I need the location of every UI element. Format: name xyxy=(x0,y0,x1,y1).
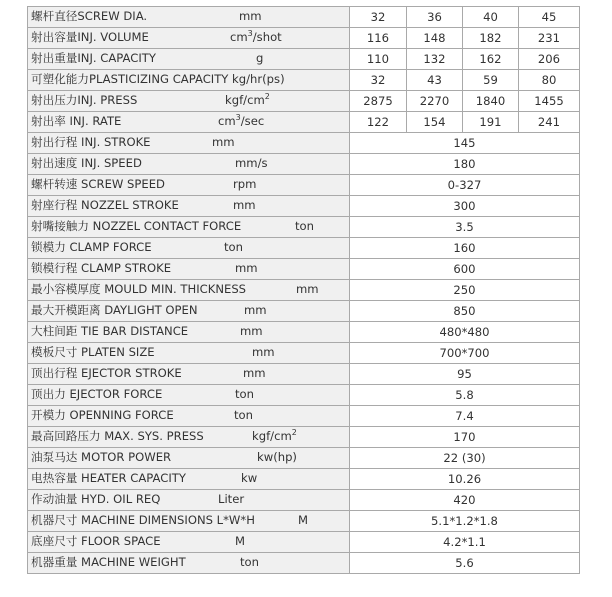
spec-row xyxy=(28,259,580,280)
spec-name: 射出重量INJ. CAPACITY xyxy=(31,51,156,65)
spec-unit: $cm^3$/shot xyxy=(230,29,282,44)
spec-value: 182 xyxy=(463,28,519,49)
spec-row xyxy=(28,448,580,469)
spec-value: 180 xyxy=(350,154,580,175)
spec-label-cell xyxy=(28,448,350,469)
spec-name: 顶出行程 EJECTOR STROKE xyxy=(31,366,182,380)
spec-value: 1840 xyxy=(463,91,519,112)
spec-unit: kw xyxy=(241,471,258,485)
spec-label-cell xyxy=(28,469,350,490)
spec-row xyxy=(28,112,580,133)
spec-name: 最高回路压力 MAX. SYS. PRESS xyxy=(31,429,204,443)
spec-row xyxy=(28,196,580,217)
spec-label-cell xyxy=(28,70,350,91)
spec-value: 36 xyxy=(407,7,463,28)
spec-value: 0-327 xyxy=(350,175,580,196)
spec-row xyxy=(28,7,580,28)
spec-row xyxy=(28,175,580,196)
spec-value: 110 xyxy=(350,49,407,70)
spec-value: 300 xyxy=(350,196,580,217)
spec-value: 160 xyxy=(350,238,580,259)
spec-name: 机器重量 MACHINE WEIGHT xyxy=(31,555,186,569)
spec-row xyxy=(28,91,580,112)
spec-row xyxy=(28,322,580,343)
spec-name: 最大开模距离 DAYLIGHT OPEN xyxy=(31,303,198,317)
spec-label-cell xyxy=(28,301,350,322)
spec-value: 250 xyxy=(350,280,580,301)
spec-label-cell xyxy=(28,427,350,448)
spec-row xyxy=(28,280,580,301)
spec-unit: mm xyxy=(240,324,263,338)
spec-unit: ton xyxy=(240,555,259,569)
spec-label-cell xyxy=(28,196,350,217)
spec-table-body xyxy=(28,7,580,574)
spec-label-cell xyxy=(28,406,350,427)
spec-name: 机器尺寸 MACHINE DIMENSIONS L*W*H xyxy=(31,513,255,527)
spec-label-cell xyxy=(28,112,350,133)
spec-name: 射出行程 INJ. STROKE xyxy=(31,135,151,149)
spec-unit: ton xyxy=(235,387,254,401)
spec-unit: M xyxy=(298,513,309,527)
spec-value: 600 xyxy=(350,259,580,280)
spec-name: 射出容量INJ. VOLUME xyxy=(31,30,149,44)
spec-row xyxy=(28,343,580,364)
spec-name: 锁模力 CLAMP FORCE xyxy=(31,240,152,254)
spec-unit: mm xyxy=(239,9,262,23)
spec-name: 电热容量 HEATER CAPACITY xyxy=(31,471,186,485)
spec-label-cell xyxy=(28,385,350,406)
spec-value: 3.5 xyxy=(350,217,580,238)
spec-value: 95 xyxy=(350,364,580,385)
spec-unit: ton xyxy=(234,408,253,422)
spec-value: 2270 xyxy=(407,91,463,112)
spec-name: 螺杆转速 SCREW SPEED xyxy=(31,177,165,191)
spec-value: 80 xyxy=(519,70,580,91)
spec-name: 最小容模厚度 MOULD MIN. THICKNESS xyxy=(31,282,247,296)
spec-value: 700*700 xyxy=(350,343,580,364)
spec-unit: kgf/$cm^2$ xyxy=(252,428,297,443)
spec-value: 5.8 xyxy=(350,385,580,406)
spec-label-cell xyxy=(28,91,350,112)
spec-name: 顶出力 EJECTOR FORCE xyxy=(31,387,163,401)
spec-label-cell xyxy=(28,175,350,196)
spec-value: 7.4 xyxy=(350,406,580,427)
spec-unit: mm xyxy=(252,345,275,359)
spec-unit: mm xyxy=(244,303,267,317)
spec-value: 170 xyxy=(350,427,580,448)
spec-unit: mm xyxy=(233,198,256,212)
spec-value: 116 xyxy=(350,28,407,49)
spec-row xyxy=(28,154,580,175)
spec-row xyxy=(28,217,580,238)
spec-value: 132 xyxy=(407,49,463,70)
spec-row xyxy=(28,511,580,532)
spec-unit: g xyxy=(256,51,264,65)
spec-name: 射嘴接触力 NOZZEL CONTACT FORCE xyxy=(31,219,242,233)
spec-value: 850 xyxy=(350,301,580,322)
spec-value: 231 xyxy=(519,28,580,49)
spec-value: 59 xyxy=(463,70,519,91)
spec-label-cell xyxy=(28,553,350,574)
spec-value: 145 xyxy=(350,133,580,154)
spec-name: 射出率 INJ. RATE xyxy=(31,114,122,128)
spec-row xyxy=(28,49,580,70)
spec-value: 10.26 xyxy=(350,469,580,490)
spec-unit: ton xyxy=(295,219,314,233)
spec-label-cell xyxy=(28,532,350,553)
spec-value: 4.2*1.1 xyxy=(350,532,580,553)
spec-row xyxy=(28,133,580,154)
spec-value: 480*480 xyxy=(350,322,580,343)
spec-name: 模板尺寸 PLATEN SIZE xyxy=(31,345,155,359)
spec-label-cell xyxy=(28,49,350,70)
spec-row xyxy=(28,406,580,427)
spec-name: 锁模行程 CLAMP STROKE xyxy=(31,261,172,275)
spec-label-cell xyxy=(28,280,350,301)
spec-label-cell xyxy=(28,511,350,532)
spec-unit: mm xyxy=(243,366,266,380)
spec-value: 32 xyxy=(350,70,407,91)
spec-row xyxy=(28,70,580,91)
spec-label-cell xyxy=(28,217,350,238)
spec-row xyxy=(28,469,580,490)
spec-label-cell xyxy=(28,133,350,154)
spec-label-cell xyxy=(28,343,350,364)
spec-unit: mm/s xyxy=(235,156,268,170)
spec-table xyxy=(27,6,580,574)
spec-row xyxy=(28,385,580,406)
spec-value: 1455 xyxy=(519,91,580,112)
spec-name: 射出压力INJ. PRESS xyxy=(31,93,138,107)
spec-value: 22 (30) xyxy=(350,448,580,469)
spec-name: 底座尺寸 FLOOR SPACE xyxy=(31,534,161,548)
spec-value: 162 xyxy=(463,49,519,70)
spec-row xyxy=(28,28,580,49)
spec-value: 191 xyxy=(463,112,519,133)
spec-row xyxy=(28,553,580,574)
spec-value: 45 xyxy=(519,7,580,28)
spec-label-cell xyxy=(28,490,350,511)
spec-label-cell xyxy=(28,238,350,259)
spec-name: 开模力 OPENNING FORCE xyxy=(31,408,174,422)
spec-label-cell xyxy=(28,259,350,280)
spec-value: 32 xyxy=(350,7,407,28)
spec-unit: ton xyxy=(224,240,243,254)
spec-row xyxy=(28,364,580,385)
spec-label-cell xyxy=(28,7,350,28)
spec-unit: M xyxy=(235,534,246,548)
spec-label-cell xyxy=(28,322,350,343)
spec-row xyxy=(28,301,580,322)
spec-row xyxy=(28,490,580,511)
spec-value: 122 xyxy=(350,112,407,133)
spec-value: 206 xyxy=(519,49,580,70)
spec-value: 43 xyxy=(407,70,463,91)
spec-unit: mm xyxy=(212,135,235,149)
spec-unit: Liter xyxy=(218,492,245,506)
spec-unit: $cm^3/\sec$ xyxy=(218,113,265,128)
spec-value: 154 xyxy=(407,112,463,133)
spec-unit: mm xyxy=(296,282,319,296)
spec-value: 2875 xyxy=(350,91,407,112)
spec-name: 可塑化能力PLASTICIZING CAPACITY kg/hr(ps) xyxy=(31,72,285,86)
spec-name: 油泵马达 MOTOR POWER xyxy=(31,450,172,464)
spec-value: 40 xyxy=(463,7,519,28)
spec-value: 148 xyxy=(407,28,463,49)
spec-label-cell xyxy=(28,364,350,385)
spec-name: 射出速度 INJ. SPEED xyxy=(31,156,142,170)
spec-value: 5.6 xyxy=(350,553,580,574)
spec-row xyxy=(28,238,580,259)
spec-name: 螺杆直径SCREW DIA. xyxy=(31,9,148,23)
spec-name: 射座行程 NOZZEL STROKE xyxy=(31,198,179,212)
spec-label-cell xyxy=(28,28,350,49)
spec-value: 5.1*1.2*1.8 xyxy=(350,511,580,532)
spec-unit: kgf/$cm^2$ xyxy=(225,92,270,107)
spec-label-cell xyxy=(28,154,350,175)
spec-value: 241 xyxy=(519,112,580,133)
spec-value: 420 xyxy=(350,490,580,511)
spec-name: 作动油量 HYD. OIL REQ xyxy=(31,492,161,506)
spec-row xyxy=(28,427,580,448)
spec-unit: kw(hp) xyxy=(257,450,297,464)
spec-unit: mm xyxy=(235,261,258,275)
spec-row xyxy=(28,532,580,553)
spec-unit: rpm xyxy=(233,177,257,191)
spec-name: 大柱间距 TIE BAR DISTANCE xyxy=(31,324,189,338)
